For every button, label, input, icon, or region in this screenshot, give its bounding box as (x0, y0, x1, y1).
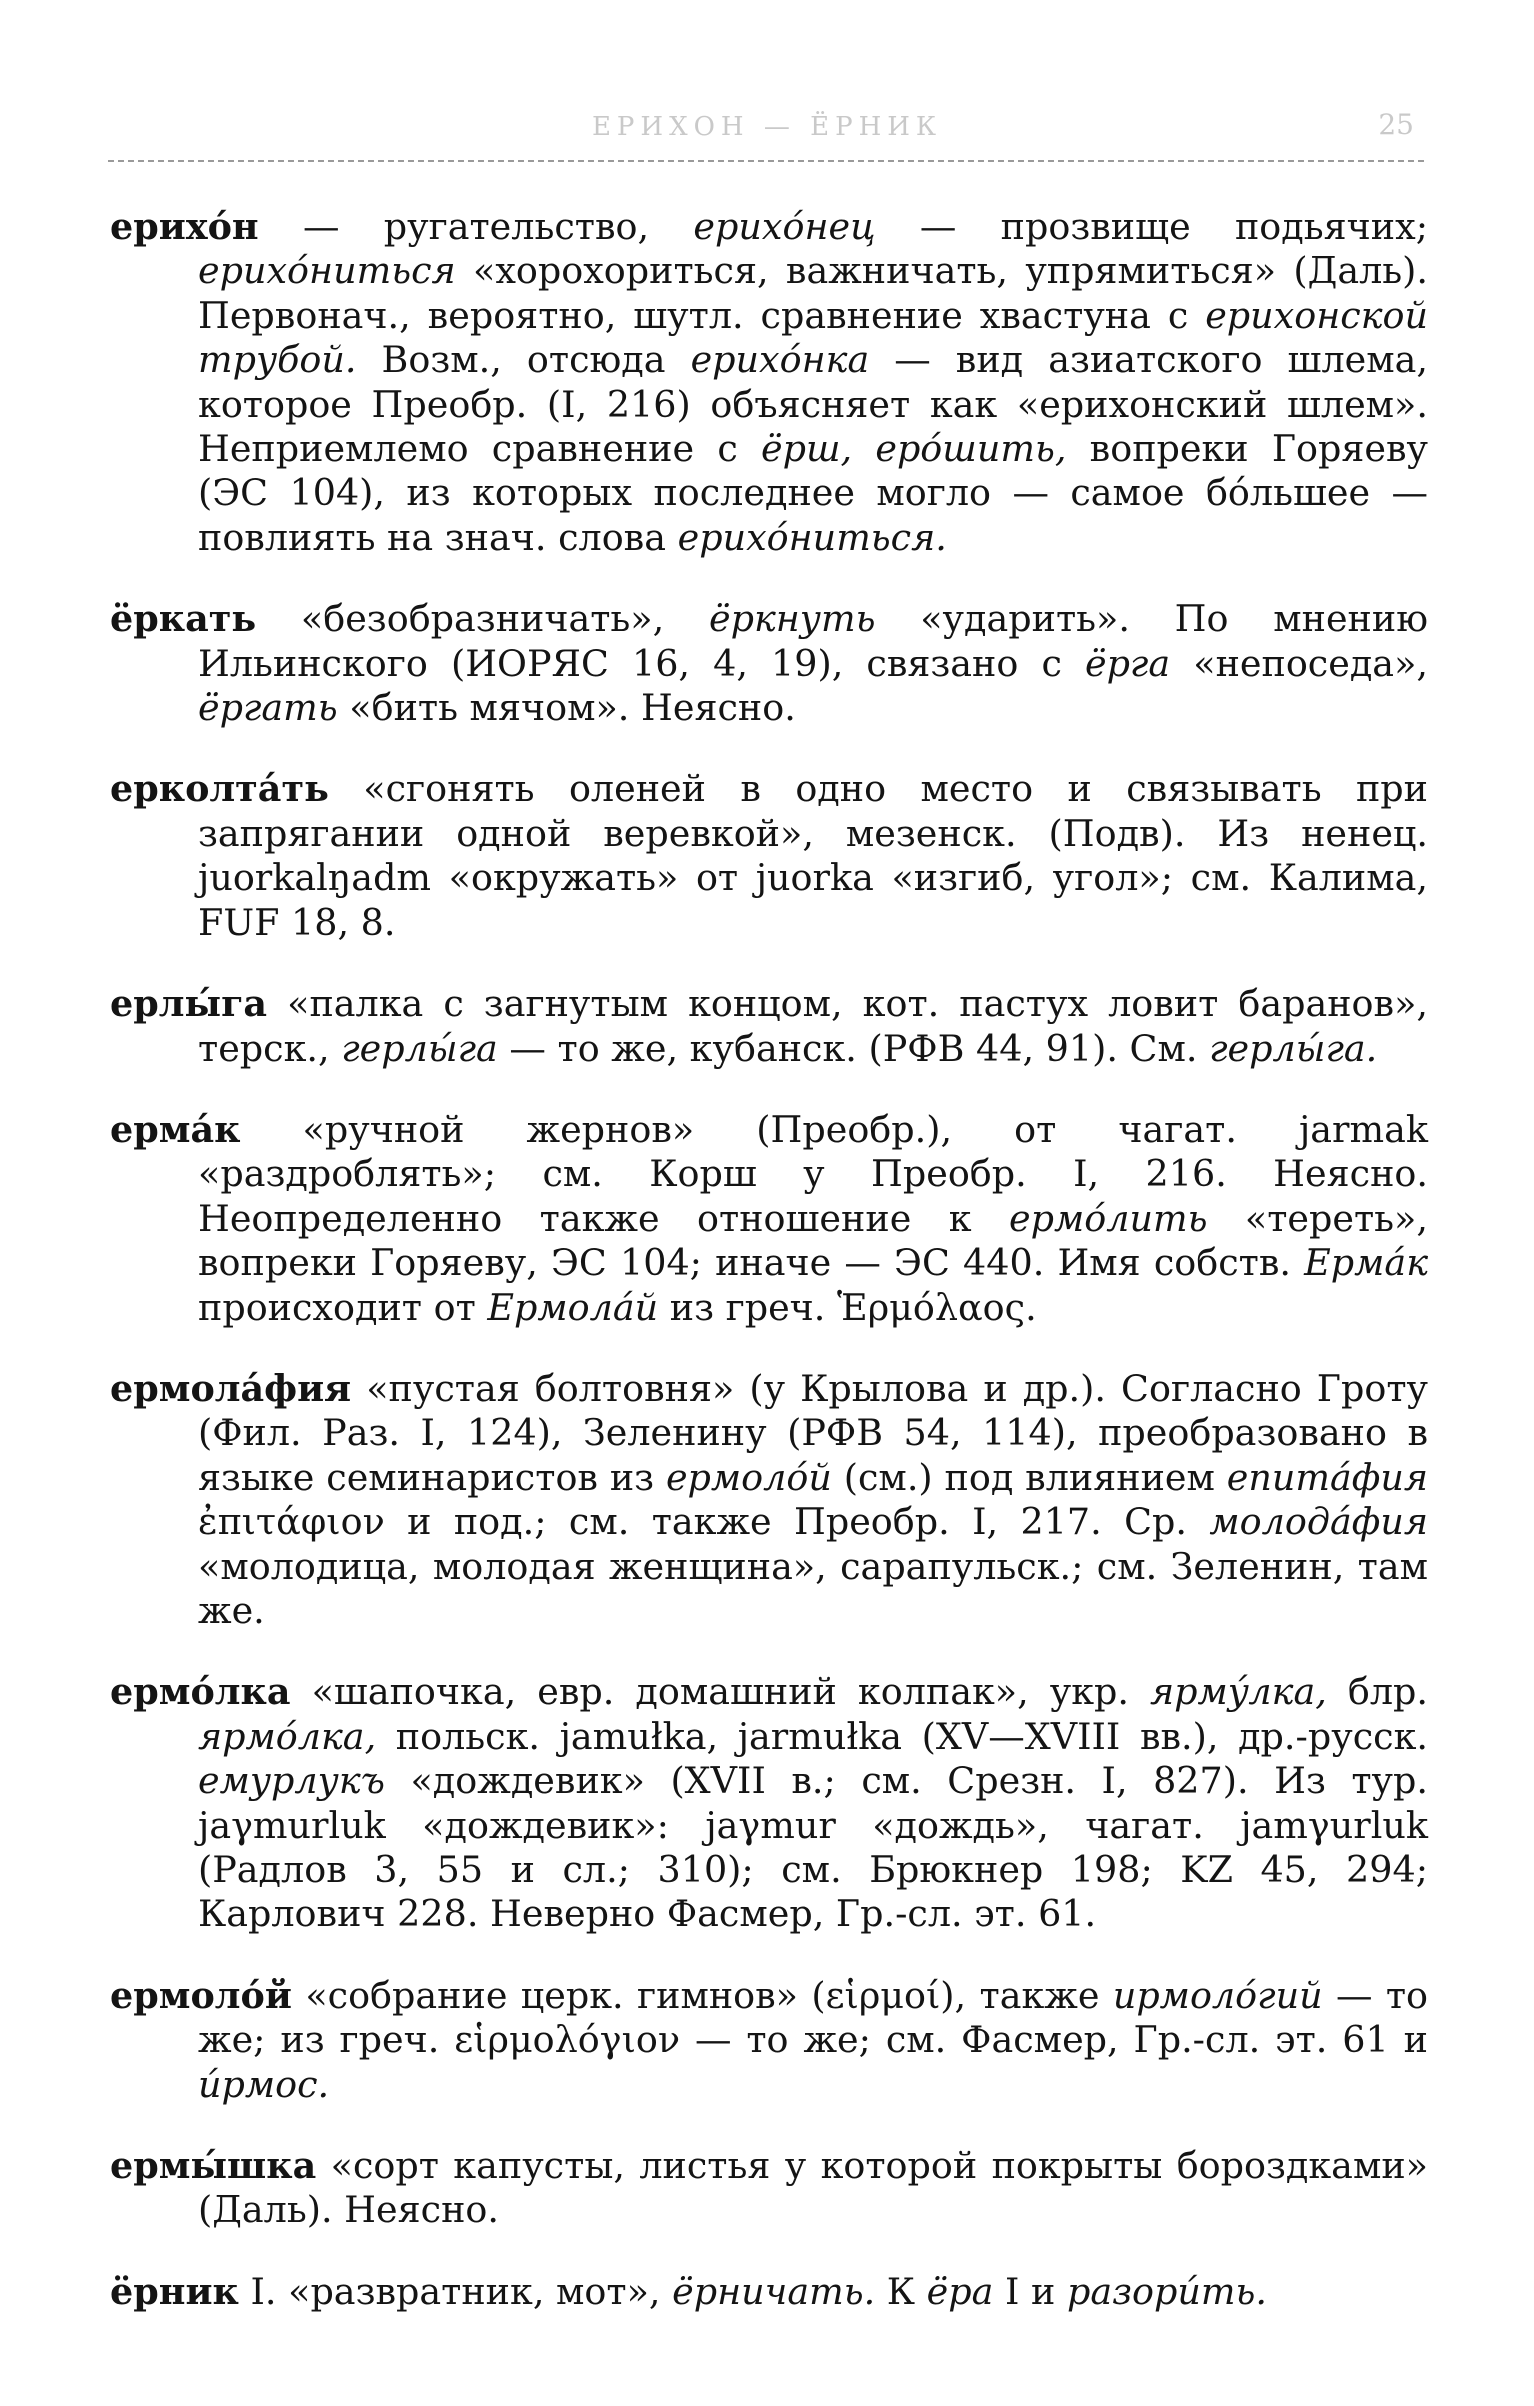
entry-text: — вид азиатского шлема, которое Преобр. (I, 216) объясняет как «ерихонский шлем». Неприемлемо сравнение с (198, 338, 1428, 471)
entry-italic-form: ерихóниться (198, 249, 456, 293)
entries-column (110, 205, 1428, 2351)
entry-text: «дождевик» (XVII в.; см. Срезн. I, 827). Из тур. jaγmurluk «дождевик»: jaγmur «дождь», чагат. jamγurluk (Радлов 3, 55 и сл.; 310); см. Брюкнер 198; KZ 45, 294; Карлович 228. Неверно Фасмер, Гр.-сл. эт. 61. (198, 1759, 1428, 1936)
entry-italic-form: ёра (926, 2269, 994, 2313)
dictionary-entry (110, 205, 1428, 560)
entry-italic-form: емурлукъ (198, 1759, 385, 1803)
entry-text: «сорт капусты, листья у которой покрыты бороздками» (Даль). Неясно. (198, 2144, 1428, 2232)
entry-text: «непоседа», (1170, 641, 1429, 685)
entry-italic-form: ёрш, ерóшить, (760, 427, 1067, 471)
entry-headword: ерихóн (110, 205, 259, 248)
entry-text: «сгонять оленей в одно место и связывать при запрягании одной веревкой», мезенск. (Подв). Из ненец. juorkalŋadm «окружать» от juorka «изгиб, угол»; см. Калима, FUF 18, 8. (198, 767, 1428, 944)
entry-headword: ермы́шка (110, 2144, 317, 2188)
entry-italic-form: ёркнуть (709, 597, 876, 641)
entry-text: Возм., отсюда (356, 338, 691, 382)
entry-italic-form: герлы́га (341, 1026, 498, 1070)
entry-text: К (875, 2269, 927, 2313)
entry-italic-form: разори́ть. (1066, 2269, 1267, 2313)
entry-text: I. «развратник, мот», (238, 2269, 673, 2313)
dictionary-entry (110, 767, 1428, 945)
entry-text: I и (993, 2269, 1067, 2313)
dictionary-entry (110, 1108, 1428, 1330)
entry-headword: ермолóй (110, 1973, 292, 2017)
entry-text: «пустая болтовня» (у Крылова и др.). Согласно Гроту (Фил. Раз. I, 124), Зеленину (РФВ 54, 114), преобразовано в языке семинаристов из (198, 1366, 1428, 1499)
entry-text: «тереть», вопреки Горяеву, ЭС 104; иначе — ЭС 440. Имя собств. (198, 1196, 1428, 1285)
entry-text: «ручной жернов» (Преобр.), от чагат. jarmak «раздроблять»; см. Корш у Преобр. I, 216. Неясно. Неопределенно также отношение к (198, 1107, 1428, 1240)
entry-text: — прозвище подьячих; (875, 205, 1428, 248)
entry-text: — ругательство, (258, 205, 694, 248)
entry-headword: ермóлка (110, 1670, 291, 1714)
entry-italic-form: молодáфия (1209, 1500, 1428, 1544)
entry-text: происходит от (198, 1285, 488, 1329)
entry-italic-form: ярмýлка, (1150, 1670, 1327, 1714)
entry-italic-form: ярмóлка, (198, 1714, 377, 1758)
entry-italic-form: епитáфия (1226, 1455, 1428, 1499)
dictionary-entry (110, 2270, 1428, 2314)
header-rule (108, 160, 1424, 162)
entry-text: «безобразничать», (256, 597, 709, 641)
entry-text: польск. jamułka, jarmułka (XV—XVIII вв.), др.-русск. (376, 1714, 1428, 1758)
entry-text: «молодица, молодая женщина», сарапульск.; см. Зеленин, там же. (198, 1544, 1428, 1632)
entry-text: «шапочка, евр. домашний колпак», укр. (290, 1670, 1151, 1714)
entry-italic-form: ермóлить (1009, 1196, 1208, 1240)
entry-italic-form: ерихóнка (690, 338, 870, 382)
entry-text: (см.) под влиянием (831, 1455, 1227, 1499)
entry-text: «бить мячом». Неясно. (337, 686, 796, 730)
dictionary-entry (110, 1974, 1428, 2107)
entry-italic-form: ёрничать. (672, 2269, 876, 2313)
entry-headword: ермáк (110, 1107, 241, 1151)
dictionary-entry (110, 597, 1428, 730)
entry-italic-form: ирмолóгий (1112, 1973, 1323, 2017)
entry-text: «собрание церк. гимнов» (εἱρμοί), также (291, 1973, 1113, 2017)
entry-italic-form: ерихóниться. (677, 515, 947, 559)
dictionary-entry (110, 982, 1428, 1071)
entry-headword: ерколтáть (110, 767, 329, 811)
entry-italic-form: ермолóй (665, 1455, 832, 1499)
entry-italic-form: герлы́га. (1209, 1026, 1378, 1070)
entry-italic-form: ёргать (198, 686, 338, 730)
entry-text: — то же; из греч. εἱρμολόγιον — то же; см. Фасмер, Гр.-сл. эт. 61 и (198, 1973, 1428, 2062)
entry-headword: ерлы́га (110, 982, 268, 1026)
entry-italic-form: ерихонской трубой. (198, 293, 1428, 382)
entry-text: «хорохориться, важничать, упрямиться» (Даль). Первонач., вероятно, шутл. сравнение хвастуна с (198, 249, 1428, 337)
entry-text: блр. (1326, 1670, 1428, 1714)
entry-headword: ермолáфия (110, 1366, 352, 1410)
entry-text: «ударить». По мнению Ильинского (ИОРЯС 16, 4, 19), связано с (198, 597, 1428, 685)
entry-headword: ёрник (110, 2269, 239, 2313)
dictionary-entry (110, 1670, 1428, 1936)
entry-text: ἐπιτάφιον и под.; см. также Преобр. I, 217. Ср. (198, 1500, 1210, 1544)
page-number: 25 (1378, 108, 1414, 141)
entry-text: вопреки Горяеву (ЭС 104), из которых последнее могло — самое бóльшее — повлиять на знач. слова (198, 427, 1428, 559)
entry-text: «палка с загнутым концом, кот. пастух ловит баранов», терск., (198, 982, 1428, 1070)
dictionary-entry (110, 1367, 1428, 1633)
entry-italic-form: и́рмос. (198, 2062, 330, 2106)
running-head: ЕРИХОН — ЁРНИК (591, 112, 943, 142)
entry-headword: ёркать (110, 597, 257, 641)
entry-italic-form: ёрга (1084, 641, 1171, 685)
entry-italic-form: Ермолáй (487, 1285, 659, 1329)
entry-italic-form: Ермáк (1304, 1241, 1428, 1285)
entry-text: из греч. Ἑρμόλαος. (658, 1285, 1037, 1329)
entry-text: — то же, кубанск. (РФВ 44, 91). См. (497, 1026, 1210, 1070)
dictionary-entry (110, 2144, 1428, 2233)
entry-italic-form: ерихóнец (693, 205, 876, 248)
